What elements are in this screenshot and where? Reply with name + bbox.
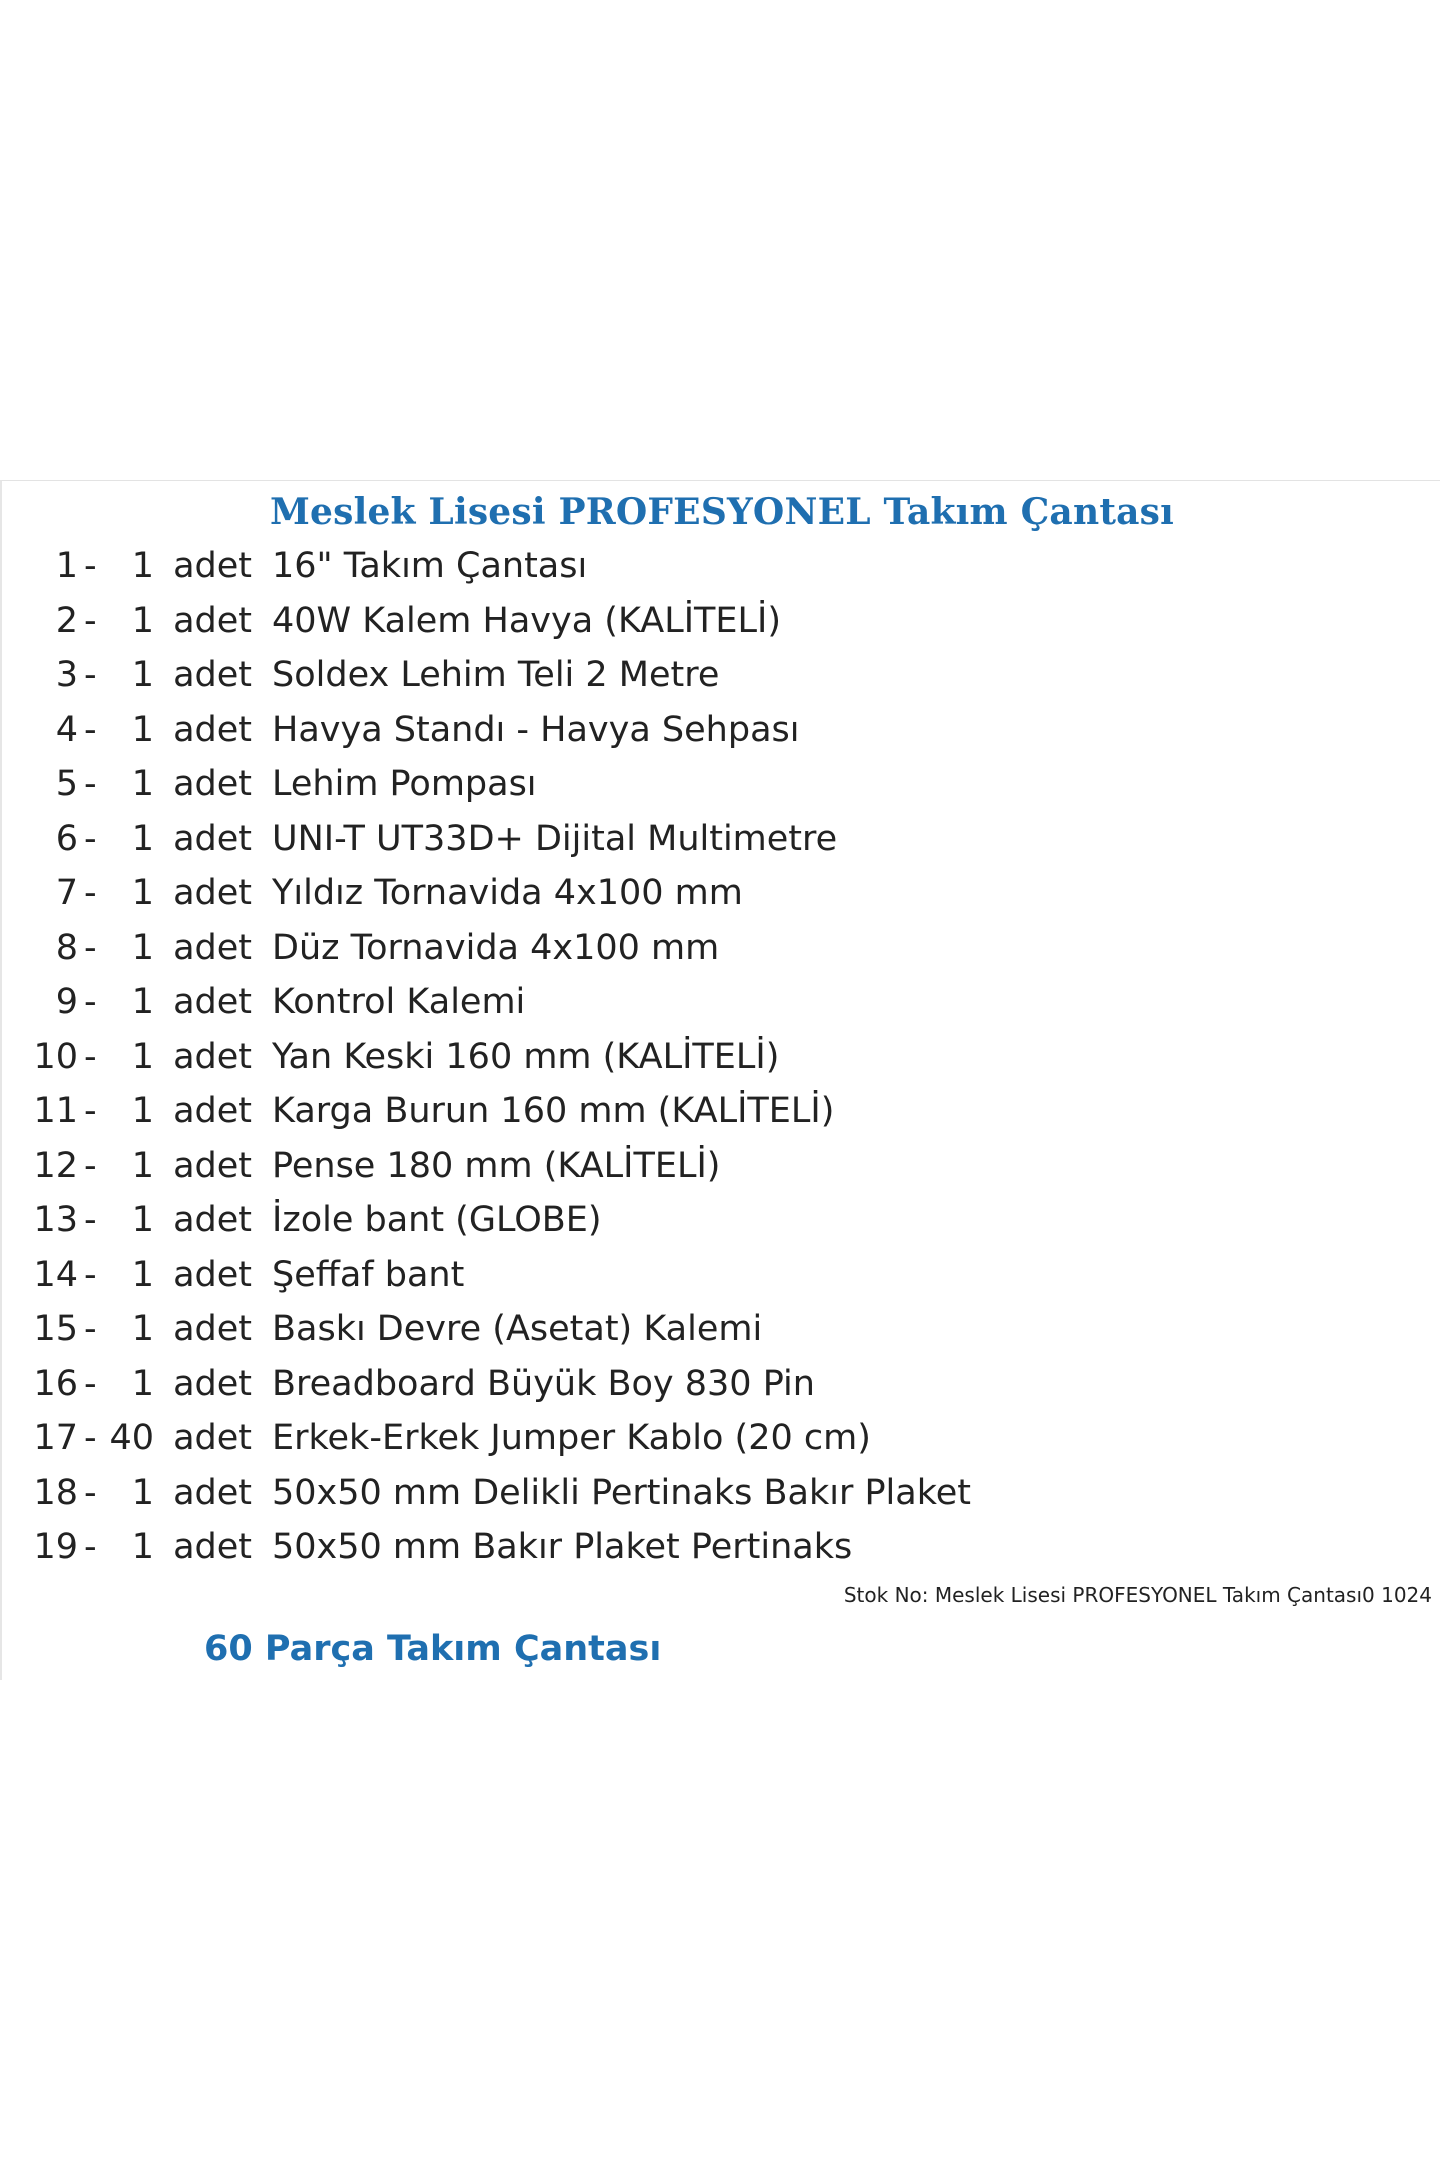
- item-separator: -: [84, 818, 97, 859]
- list-item: [2, 757, 971, 812]
- item-description: 50x50 mm Bakır Plaket Pertinaks: [272, 1527, 853, 1568]
- item-separator: -: [84, 1472, 97, 1513]
- item-description: İzole bant (GLOBE): [272, 1200, 602, 1241]
- item-separator: -: [84, 546, 97, 587]
- item-separator: -: [84, 764, 97, 805]
- list-item: [2, 921, 971, 976]
- item-description: Şeffaf bant: [272, 1254, 465, 1295]
- item-description: Soldex Lehim Teli 2 Metre: [272, 655, 720, 696]
- item-number: 14: [33, 1254, 78, 1295]
- item-description: Düz Tornavida 4x100 mm: [272, 927, 720, 968]
- list-item: [2, 1139, 971, 1194]
- item-separator: -: [84, 1254, 97, 1295]
- item-unit: adet: [173, 1309, 252, 1350]
- item-quantity: 40: [109, 1418, 154, 1459]
- item-quantity: 1: [131, 764, 154, 805]
- item-separator: -: [84, 600, 97, 641]
- list-item: [2, 594, 971, 649]
- list-item: [2, 1030, 971, 1085]
- item-quantity: 1: [131, 1200, 154, 1241]
- list-item: [2, 1466, 971, 1521]
- item-description: Yan Keski 160 mm (KALİTELİ): [272, 1036, 780, 1077]
- item-number: 12: [33, 1145, 78, 1186]
- item-number: 8: [55, 927, 78, 968]
- item-number: 9: [55, 982, 78, 1023]
- item-unit: adet: [173, 1254, 252, 1295]
- item-number: 19: [33, 1527, 78, 1568]
- item-quantity: 1: [131, 1254, 154, 1295]
- piece-count-caption: 60 Parça Takım Çantası: [204, 1629, 662, 1669]
- list-item: [2, 539, 971, 594]
- item-number: 17: [33, 1418, 78, 1459]
- list-item: [2, 1302, 971, 1357]
- item-unit: adet: [173, 1091, 252, 1132]
- item-number: 15: [33, 1309, 78, 1350]
- item-quantity: 1: [131, 546, 154, 587]
- item-description: Lehim Pompası: [272, 764, 537, 805]
- list-item: [2, 975, 971, 1030]
- item-unit: adet: [173, 818, 252, 859]
- list-item: [2, 648, 971, 703]
- item-separator: -: [84, 709, 97, 750]
- item-number: 13: [33, 1200, 78, 1241]
- item-separator: -: [84, 1091, 97, 1132]
- list-item: [2, 1411, 971, 1466]
- list-item: [2, 812, 971, 867]
- item-separator: -: [84, 873, 97, 914]
- page-title: Meslek Lisesi PROFESYONEL Takım Çantası: [269, 491, 1175, 533]
- item-number: 7: [55, 873, 78, 914]
- item-description: Karga Burun 160 mm (KALİTELİ): [272, 1091, 835, 1132]
- item-unit: adet: [173, 1418, 252, 1459]
- item-description: Kontrol Kalemi: [272, 982, 526, 1023]
- item-unit: adet: [173, 1036, 252, 1077]
- item-quantity: 1: [131, 1145, 154, 1186]
- list-item: [2, 1357, 971, 1412]
- item-separator: -: [84, 1527, 97, 1568]
- item-unit: adet: [173, 927, 252, 968]
- item-unit: adet: [173, 600, 252, 641]
- item-description: Havya Standı - Havya Sehpası: [272, 709, 800, 750]
- item-description: Baskı Devre (Asetat) Kalemi: [272, 1309, 763, 1350]
- item-description: 40W Kalem Havya (KALİTELİ): [272, 600, 782, 641]
- item-separator: -: [84, 1309, 97, 1350]
- item-quantity: 1: [131, 1309, 154, 1350]
- item-separator: -: [84, 1418, 97, 1459]
- item-separator: -: [84, 1145, 97, 1186]
- item-separator: -: [84, 927, 97, 968]
- item-unit: adet: [173, 1527, 252, 1568]
- item-unit: adet: [173, 764, 252, 805]
- item-unit: adet: [173, 873, 252, 914]
- item-quantity: 1: [131, 873, 154, 914]
- item-description: Pense 180 mm (KALİTELİ): [272, 1145, 721, 1186]
- item-unit: adet: [173, 1472, 252, 1513]
- item-separator: -: [84, 1200, 97, 1241]
- list-item: [2, 1193, 971, 1248]
- item-description: Breadboard Büyük Boy 830 Pin: [272, 1363, 815, 1404]
- item-number: 11: [33, 1091, 78, 1132]
- list-item: [2, 703, 971, 758]
- item-separator: -: [84, 982, 97, 1023]
- item-unit: adet: [173, 1200, 252, 1241]
- item-quantity: 1: [131, 982, 154, 1023]
- item-number: 10: [33, 1036, 78, 1077]
- item-list: [2, 539, 971, 1575]
- item-quantity: 1: [131, 655, 154, 696]
- item-quantity: 1: [131, 1091, 154, 1132]
- item-number: 16: [33, 1363, 78, 1404]
- list-item: [2, 1520, 971, 1575]
- item-unit: adet: [173, 1145, 252, 1186]
- item-quantity: 1: [131, 818, 154, 859]
- item-unit: adet: [173, 982, 252, 1023]
- item-separator: -: [84, 655, 97, 696]
- item-number: 18: [33, 1472, 78, 1513]
- item-description: Yıldız Tornavida 4x100 mm: [272, 873, 743, 914]
- item-description: UNI-T UT33D+ Dijital Multimetre: [272, 818, 838, 859]
- item-quantity: 1: [131, 1472, 154, 1513]
- item-unit: adet: [173, 655, 252, 696]
- item-quantity: 1: [131, 1527, 154, 1568]
- item-description: 50x50 mm Delikli Pertinaks Bakır Plaket: [272, 1472, 972, 1513]
- item-unit: adet: [173, 546, 252, 587]
- list-item: [2, 1248, 971, 1303]
- item-number: 1: [55, 546, 78, 587]
- item-number: 3: [55, 655, 78, 696]
- product-info-sheet: [0, 480, 1440, 1680]
- item-description: 16" Takım Çantası: [272, 546, 588, 587]
- item-quantity: 1: [131, 600, 154, 641]
- item-unit: adet: [173, 1363, 252, 1404]
- item-number: 4: [55, 709, 78, 750]
- item-unit: adet: [173, 709, 252, 750]
- item-description: Erkek-Erkek Jumper Kablo (20 cm): [272, 1418, 871, 1459]
- list-item: [2, 866, 971, 921]
- item-number: 2: [55, 600, 78, 641]
- item-separator: -: [84, 1036, 97, 1077]
- item-quantity: 1: [131, 709, 154, 750]
- item-quantity: 1: [131, 1363, 154, 1404]
- item-number: 6: [55, 818, 78, 859]
- stock-number: Stok No: Meslek Lisesi PROFESYONEL Takım Çantası0 1024: [843, 1583, 1432, 1607]
- item-number: 5: [55, 764, 78, 805]
- item-quantity: 1: [131, 927, 154, 968]
- item-quantity: 1: [131, 1036, 154, 1077]
- list-item: [2, 1084, 971, 1139]
- item-separator: -: [84, 1363, 97, 1404]
